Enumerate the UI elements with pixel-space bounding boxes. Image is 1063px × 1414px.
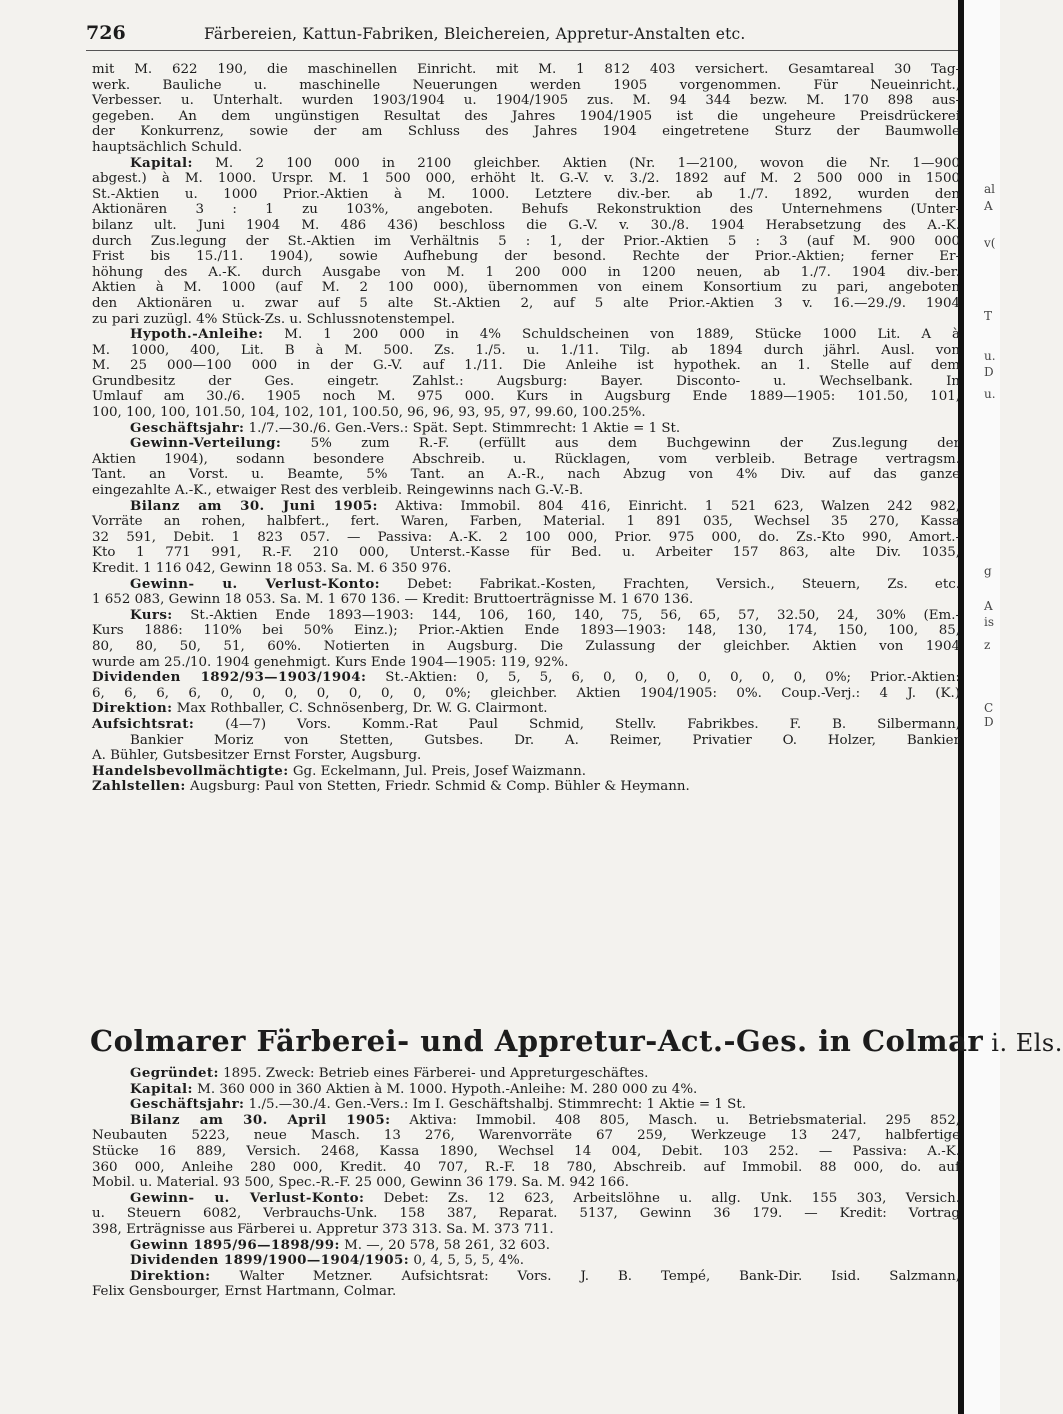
text-line <box>92 249 960 265</box>
company-title-main: Colmarer Färberei- und Appretur-Act.-Ges. in Colmar <box>90 1024 984 1058</box>
line-text: Kurs 1886: 110% bei 50% Einz.); Prior.-Aktien Ende 1893—1903: 148, 130, 174, 150, 100, 85, <box>92 623 960 639</box>
running-head: Färbereien, Kattun-Fabriken, Bleichereien, Appretur-Anstalten etc. <box>204 25 746 43</box>
line-text: M. —, 20 578, 58 261, 32 603. <box>339 1237 551 1253</box>
line-text: St.-Aktien Ende 1893—1903: 144, 106, 160, 140, 75, 56, 65, 57, 32.50, 24, 30% (Em.- <box>172 607 960 623</box>
line-text: zu pari zuzügl. 4% Stück-Zs. u. Schlussnotenstempel. <box>92 311 456 327</box>
line-text: Aktien 1904), sodann besondere Abschreib. u. Rücklagen, vom verbleib. Betrage vertragsm. <box>92 451 960 467</box>
line-text: 32 591, Debit. 1 823 057. — Passiva: A.-K. 2 100 000, Prior. 975 000, do. Zs.-Kto 990, Amort.- <box>92 529 960 545</box>
text-line <box>92 1097 960 1113</box>
line-text: Umlauf am 30./6. 1905 noch M. 975 000. Kurs in Augsburg Ende 1889—1905: 101.50, 101, <box>92 389 960 405</box>
line-text: Gg. Eckelmann, Jul. Preis, Josef Waizmann. <box>288 763 586 779</box>
text-line <box>92 748 960 764</box>
line-text: werk. Bauliche u. maschinelle Neuerungen werden 1905 vorgenommen. Für Neueinricht., <box>92 77 960 93</box>
line-text: Stücke 16 889, Versich. 2468, Kassa 1890, Wechsel 14 004, Debit. 103 252. — Passiva: A.-K. <box>92 1143 960 1159</box>
entry-label: Gewinn-Verteilung: <box>130 435 282 452</box>
margin-fragment: D <box>984 365 994 379</box>
line-text: St.-Aktien u. 1000 Prior.-Aktien à M. 1000. Letztere div.-ber. ab 1./7. 1892, wurden den <box>92 186 960 202</box>
line-text: 1 652 083, Gewinn 18 053. Sa. M. 1 670 136. — Kredit: Bruttoerträgnisse M. 1 670 136. <box>92 592 694 608</box>
text-line <box>92 327 960 343</box>
text-line <box>92 1269 960 1285</box>
text-line <box>92 280 960 296</box>
text-line <box>92 499 960 515</box>
section-augsburg-entry <box>92 62 960 795</box>
text-line <box>92 62 960 78</box>
line-text: St.-Aktien: 0, 5, 5, 6, 0, 0, 0, 0, 0, 0, 0, 0%; Prior.-Aktien: <box>366 670 961 686</box>
line-text: (4—7) Vors. Komm.-Rat Paul Schmid, Stellv. Fabrikbes. F. B. Silbermann, <box>194 716 960 732</box>
text-line <box>92 436 960 452</box>
line-text: der Konkurrenz, sowie der am Schluss des Jahres 1904 eingetretene Sturz der Baumwolle <box>92 124 960 140</box>
text-line <box>92 1191 960 1207</box>
line-text: durch Zus.legung der St.-Aktien im Verhältnis 5 : 1, der Prior.-Aktien 5 : 3 (auf M. 900 000 <box>92 233 960 249</box>
line-text: M. 1000, 400, Lit. B à M. 500. Zs. 1./5. u. 1./11. Tilg. ab 1894 durch jährl. Ausl. von <box>92 342 960 358</box>
text-line <box>92 374 960 390</box>
entry-label: Kurs: <box>130 606 173 623</box>
text-line <box>92 218 960 234</box>
line-text: 360 000, Anleihe 280 000, Kredit. 40 707, R.-F. 18 780, Abschreib. auf Immobil. 88 000, do. auf <box>92 1159 960 1175</box>
entry-label: Dividenden 1899/1900—1904/1905: <box>130 1252 410 1269</box>
text-line <box>92 608 960 624</box>
text-line <box>92 1284 960 1300</box>
entry-label: Hypoth.-Anleihe: <box>130 326 264 343</box>
text-line <box>92 592 960 608</box>
line-text: Verbesser. u. Unterhalt. wurden 1903/1904 u. 1904/1905 zus. M. 94 344 bezw. M. 170 898 aus- <box>92 93 960 109</box>
text-line <box>92 686 960 702</box>
text-line <box>92 639 960 655</box>
text-line <box>92 764 960 780</box>
line-text: A. Bühler, Gutsbesitzer Ernst Forster, Augsburg. <box>92 748 422 764</box>
line-text: Aktien à M. 1000 (auf M. 2 100 000), übernommen von einem Konsortium zu pari, angeboten <box>92 280 960 296</box>
text-line <box>92 545 960 561</box>
text-line <box>92 1238 960 1254</box>
page-edge <box>958 0 1000 1414</box>
line-text: 1./7.—30./6. Gen.-Vers.: Spät. Sept. Stimmrecht: 1 Aktie = 1 St. <box>244 420 681 436</box>
text-line <box>92 389 960 405</box>
line-text: 100, 100, 100, 101.50, 104, 102, 101, 100.50, 96, 96, 93, 95, 97, 99.60, 100.25%. <box>92 405 646 421</box>
text-line <box>92 124 960 140</box>
line-text: M. 1 200 000 in 4% Schuldscheinen von 1889, Stücke 1000 Lit. A à <box>263 327 960 343</box>
section-colmar-entry <box>92 1066 960 1300</box>
entry-label: Geschäftsjahr: <box>130 419 245 436</box>
line-text: M. 25 000—100 000 in der G.-V. auf 1./11. Die Anleihe ist hypothek. an 1. Stelle auf dem <box>92 358 960 374</box>
entry-label: Aufsichtsrat: <box>92 715 195 732</box>
text-line <box>92 561 960 577</box>
line-text: 80, 80, 50, 51, 60%. Notierten in Augsburg. Die Zulassung der gleichber. Aktien von 1904 <box>92 638 960 654</box>
entry-label: Gewinn- u. Verlust-Konto: <box>130 575 380 592</box>
text-line <box>92 1082 960 1098</box>
line-text: bilanz ult. Juni 1904 M. 486 436) beschloss die G.-V. v. 30./8. 1904 Herabsetzung des A.-K. <box>92 217 960 233</box>
margin-fragment: z <box>984 638 991 652</box>
line-text: Walter Metzner. Aufsichtsrat: Vors. J. B. Tempé, Bank-Dir. Isid. Salzmann, <box>210 1268 960 1284</box>
text-line <box>92 358 960 374</box>
text-line <box>92 1253 960 1269</box>
text-line <box>92 421 960 437</box>
line-text: höhung des A.-K. durch Ausgabe von M. 1 200 000 in 1200 neuen, ab 1./7. 1904 div.-ber. <box>92 264 960 280</box>
line-text: Bankier Moriz von Stetten, Gutsbes. Dr. A. Reimer, Privatier O. Holzer, Bankier <box>130 732 960 748</box>
text-line <box>92 265 960 281</box>
text-line <box>92 779 960 795</box>
text-line <box>92 514 960 530</box>
line-text: gegeben. An dem ungünstigen Resultat des Jahres 1904/1905 ist die ungeheure Preisdrückerei <box>92 108 960 124</box>
line-text: Max Rothballer, C. Schnösenberg, Dr. W. G. Clairmont. <box>172 701 548 717</box>
company-title-suffix: i. Els. <box>983 1029 1063 1057</box>
line-text: Grundbesitz der Ges. eingetr. Zahlst.: Augsburg: Bayer. Disconto- u. Wechselbank. In <box>92 373 960 389</box>
text-line <box>92 405 960 421</box>
entry-label: Bilanz am 30. April 1905: <box>130 1111 391 1128</box>
text-line <box>92 670 960 686</box>
text-line <box>92 187 960 203</box>
text-line <box>92 234 960 250</box>
line-text: 0, 4, 5, 5, 5, 4%. <box>409 1253 524 1269</box>
text-line <box>92 1222 960 1238</box>
entry-label: Kapital: <box>130 154 193 171</box>
margin-fragment: is <box>984 615 994 629</box>
margin-fragment: A <box>984 599 993 613</box>
line-text: wurde am 25./10. 1904 genehmigt. Kurs Ende 1904—1905: 119, 92%. <box>92 654 569 670</box>
margin-fragment: v( <box>984 236 996 250</box>
text-line <box>92 1206 960 1222</box>
line-text: Debet: Zs. 12 623, Arbeitslöhne u. allg. Unk. 155 303, Versich. <box>364 1190 960 1206</box>
entry-label: Kapital: <box>130 1080 193 1097</box>
text-line <box>92 530 960 546</box>
page-header <box>86 22 956 48</box>
entry-label: Bilanz am 30. Juni 1905: <box>130 497 378 514</box>
text-line <box>92 483 960 499</box>
text-line <box>92 655 960 671</box>
margin-fragment: u. <box>984 349 996 363</box>
line-text: Augsburg: Paul von Stetten, Friedr. Schmid & Comp. Bühler & Heymann. <box>185 779 690 795</box>
line-text: Kto 1 771 991, R.-F. 210 000, Unterst.-Kasse für Bed. u. Arbeiter 157 863, alte Div. 1035, <box>92 545 960 561</box>
page-number: 726 <box>86 22 126 44</box>
entry-label: Gewinn- u. Verlust-Konto: <box>130 1189 365 1206</box>
text-line <box>92 140 960 156</box>
line-text: M. 2 100 000 in 2100 gleichber. Aktien (Nr. 1—2100, wovon die Nr. 1—900 <box>192 155 960 171</box>
line-text: abgest.) à M. 1000. Urspr. M. 1 500 000, erhöht lt. G.-V. v. 3./2. 1892 auf M. 2 500 000 in 1500 <box>92 171 960 187</box>
line-text: 5% zum R.-F. (erfüllt aus dem Buchgewinn der Zus.legung der <box>281 436 960 452</box>
line-text: Aktionären 3 : 1 zu 103%, angeboten. Behufs Rekonstruktion des Unternehmens (Unter- <box>92 202 960 218</box>
text-line <box>92 343 960 359</box>
text-line <box>92 467 960 483</box>
line-text: Neubauten 5223, neue Masch. 13 276, Warenvorräte 67 259, Werkzeuge 13 247, halbfertige <box>92 1128 960 1144</box>
entry-label: Gegründet: <box>130 1065 219 1081</box>
text-line <box>92 156 960 172</box>
header-rule <box>86 50 958 51</box>
line-text: Aktiva: Immobil. 408 805, Masch. u. Betriebsmaterial. 295 852, <box>390 1112 960 1128</box>
text-line <box>92 1175 960 1191</box>
margin-fragment: C <box>984 701 994 715</box>
entry-label: Direktion: <box>130 1267 211 1284</box>
margin-fragment: D <box>984 715 994 729</box>
text-line <box>92 1144 960 1160</box>
company-title <box>90 1024 1063 1058</box>
text-line <box>92 623 960 639</box>
line-text: 398, Erträgnisse aus Färberei u. Appretur 373 313. Sa. M. 373 711. <box>92 1221 554 1237</box>
line-text: Felix Gensbourger, Ernst Hartmann, Colmar. <box>92 1284 397 1300</box>
entry-label: Geschäftsjahr: <box>130 1096 245 1113</box>
margin-fragment: al <box>984 182 995 196</box>
line-text: den Aktionären u. zwar auf 5 alte St.-Aktien 2, auf 5 alte Prior.-Aktien 3 v. 16.—29./9. 1904 <box>92 295 960 311</box>
line-text: Aktiva: Immobil. 804 416, Einricht. 1 521 623, Walzen 242 982, <box>377 498 960 514</box>
entry-label: Gewinn 1895/96—1898/99: <box>130 1236 340 1253</box>
text-line <box>92 296 960 312</box>
line-text: Debet: Fabrikat.-Kosten, Frachten, Versich., Steuern, Zs. etc. <box>380 576 960 592</box>
text-line <box>92 312 960 328</box>
text-line <box>92 717 960 733</box>
line-text: Vorräte an rohen, halbfert., fert. Waren, Farben, Material. 1 891 035, Wechsel 35 270, Kassa <box>92 514 960 530</box>
line-text: Kredit. 1 116 042, Gewinn 18 053. Sa. M. 6 350 976. <box>92 561 452 576</box>
text-line <box>92 733 960 749</box>
entry-label: Handelsbevollmächtigte: <box>92 762 289 779</box>
text-line <box>92 78 960 94</box>
text-line <box>92 701 960 717</box>
line-text: u. Steuern 6082, Verbrauchs-Unk. 158 387, Reparat. 5137, Gewinn 36 179. — Kredit: Vortrag <box>92 1206 960 1222</box>
line-text: Mobil. u. Material. 93 500, Spec.-R.-F. 25 000, Gewinn 36 179. Sa. M. 942 166. <box>92 1175 630 1191</box>
text-line <box>92 1113 960 1129</box>
line-text: M. 360 000 in 360 Aktien à M. 1000. Hypoth.-Anleihe: M. 280 000 zu 4%. <box>192 1081 698 1097</box>
text-line <box>92 1066 960 1082</box>
text-line <box>92 171 960 187</box>
text-line <box>92 202 960 218</box>
text-line <box>92 577 960 593</box>
text-line <box>92 452 960 468</box>
entry-label: Direktion: <box>92 700 173 717</box>
margin-fragment: u. <box>984 387 996 401</box>
line-text: hauptsächlich Schuld. <box>92 139 243 155</box>
line-text: 1895. Zweck: Betrieb eines Färberei- und Appreturgeschäftes. <box>218 1066 649 1081</box>
line-text: mit M. 622 190, die maschinellen Einricht. mit M. 1 812 403 versichert. Gesamtareal 30 Tag- <box>92 62 960 77</box>
text-line <box>92 109 960 125</box>
margin-fragment: A <box>984 199 993 213</box>
line-text: 6, 6, 6, 6, 0, 0, 0, 0, 0, 0, 0, 0%; gleichber. Aktien 1904/1905: 0%. Coup.-Verj.: 4 J. (K.) <box>92 685 960 701</box>
entry-label: Zahlstellen: <box>92 778 186 795</box>
text-line <box>92 1160 960 1176</box>
text-line <box>92 1128 960 1144</box>
line-text: Frist bis 15./11. 1904), sowie Aufhebung der besond. Rechte der Prior.-Aktien; ferner Er- <box>92 249 960 265</box>
entry-label: Dividenden 1892/93—1903/1904: <box>92 669 367 686</box>
line-text: eingezahlte A.-K., etwaiger Rest des verbleib. Reingewinns nach G.-V.-B. <box>92 483 584 499</box>
margin-fragment: g <box>984 564 992 578</box>
text-line <box>92 93 960 109</box>
line-text: Tant. an Vorst. u. Beamte, 5% Tant. an A.-R., nach Abzug von 4% Div. auf das ganze <box>92 467 960 483</box>
margin-fragment: T <box>984 309 993 323</box>
line-text: 1./5.—30./4. Gen.-Vers.: Im I. Geschäftshalbj. Stimmrecht: 1 Aktie = 1 St. <box>244 1097 746 1113</box>
